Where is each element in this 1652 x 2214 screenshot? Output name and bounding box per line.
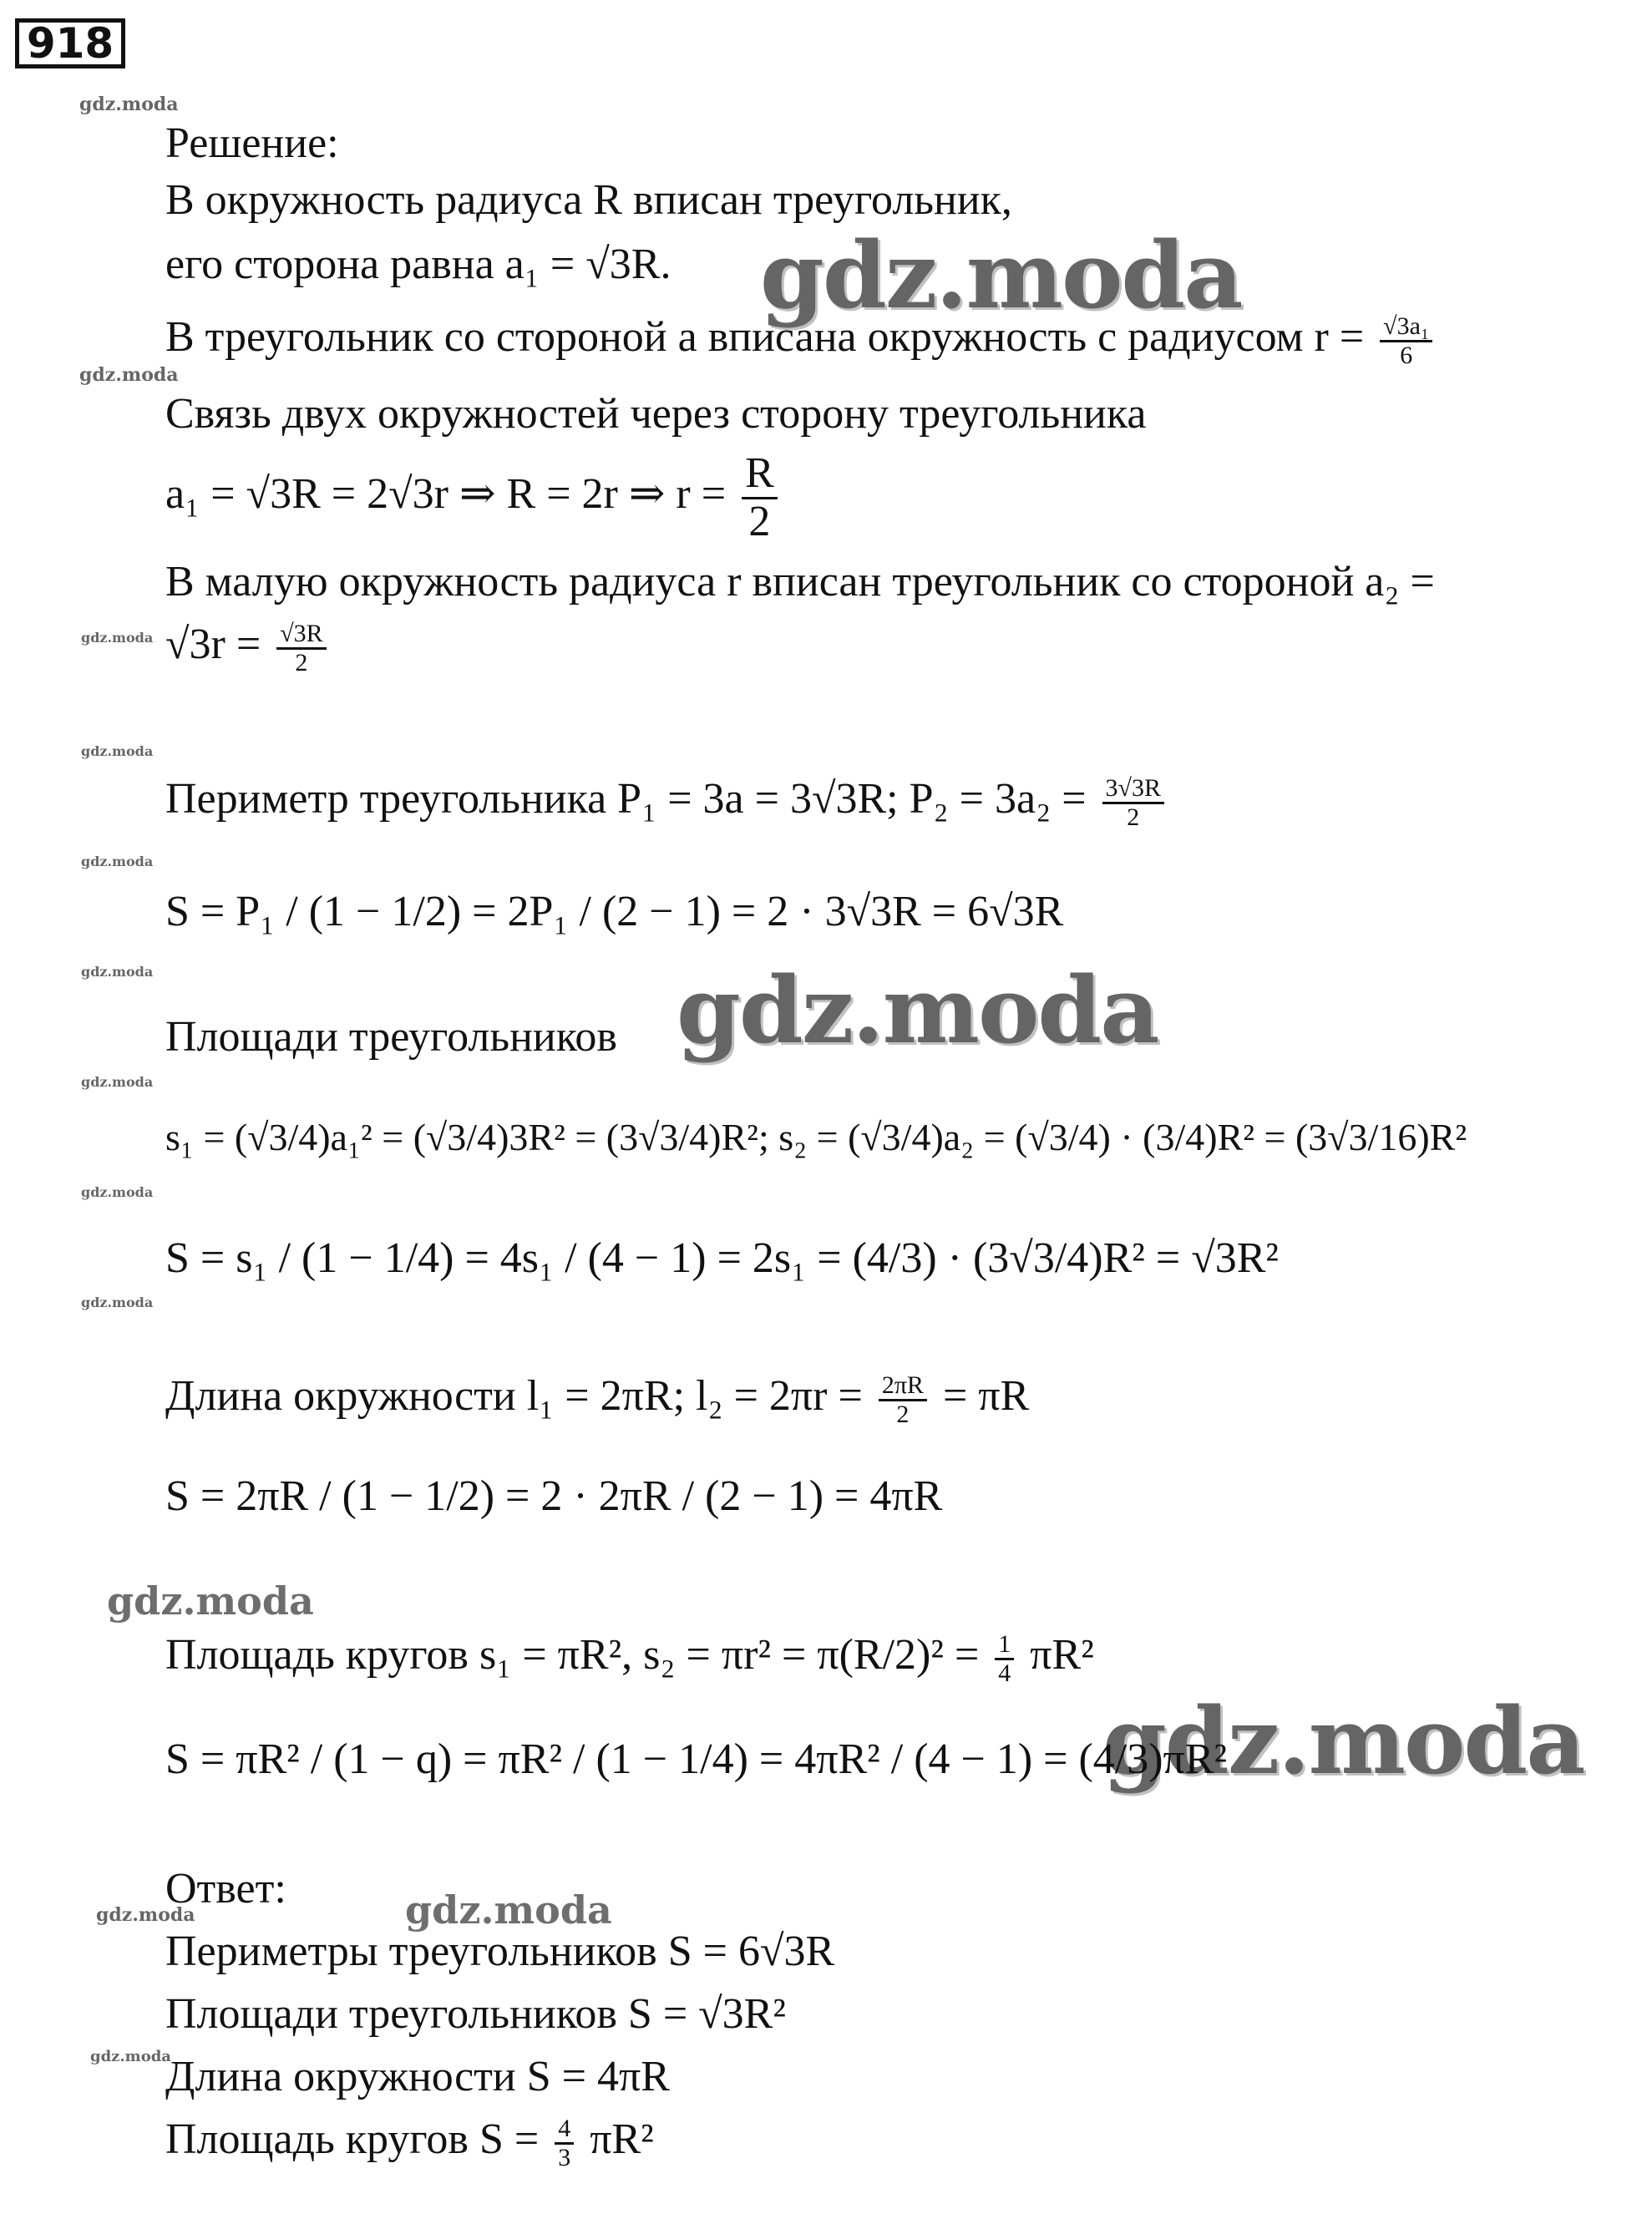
watermark-small: gdz.moda <box>81 854 154 869</box>
equation-text: a₁ = √3R = 2√3r ⇒ R = 2r ⇒ r = <box>165 470 727 519</box>
fraction <box>1102 775 1164 830</box>
solution-line <box>165 1370 1029 1427</box>
answer-line <box>165 2113 654 2171</box>
solution-line <box>165 1629 1094 1686</box>
fraction-denominator: 3 <box>558 2143 571 2171</box>
solution-line <box>165 773 1169 830</box>
solution-equation: S = 2πR / (1 − 1/2) = 2 · 2πR / (2 − 1) = 4πR <box>165 1472 943 1520</box>
solution-heading: Решение: <box>165 119 339 167</box>
line-text: В треугольник со стороной a вписана окружность с радиусом r = <box>165 313 1365 361</box>
equation-text: √3r = <box>165 621 261 668</box>
fraction-denominator: 2 <box>1127 803 1140 831</box>
solution-equation: S = s₁ / (1 − 1/4) = 4s₁ / (4 − 1) = 2s₁ = (4/3) · (3√3/4)R² = √3R² <box>165 1234 1280 1282</box>
solution-line: В малую окружность радиуса r вписан треугольник со стороной a₂ = <box>165 558 1435 605</box>
solution-equation: S = P₁ / (1 − 1/2) = 2P₁ / (2 − 1) = 2 · 3√3R = 6√3R <box>165 888 1064 935</box>
fraction-numerator: 3√3R <box>1102 775 1164 804</box>
solution-line: Площади треугольников <box>165 1013 617 1061</box>
line-tail: πR² <box>1030 1631 1094 1679</box>
fraction-numerator: √3R <box>276 621 326 650</box>
solution-equation: S = πR² / (1 − q) = πR² / (1 − 1/4) = 4πR² / (4 − 1) = (4/3)πR² <box>165 1735 1228 1783</box>
fraction-denominator: 6 <box>1400 341 1413 369</box>
solution-line: Связь двух окружностей через сторону треугольника <box>165 390 1147 438</box>
watermark-large: gdz.moda <box>1102 1687 1584 1795</box>
watermark-small: gdz.moda <box>81 1294 154 1310</box>
line-tail: = πR <box>942 1372 1030 1420</box>
fraction-denominator: 4 <box>998 1659 1011 1687</box>
solution-line: В окружность радиуса R вписан треугольник, <box>165 176 1012 224</box>
watermark-large: gdz.moda <box>677 956 1158 1064</box>
answer-line: Длина окружности S = 4πR <box>165 2053 670 2100</box>
fraction-numerator: 2πR <box>879 1372 927 1401</box>
watermark-small: gdz.moda <box>81 1074 154 1090</box>
answer-heading: Ответ: <box>165 1865 286 1913</box>
solution-equation <box>165 618 332 676</box>
task-number-badge: 918 <box>15 18 125 68</box>
solution-line: его сторона равна a₁ = √3R. <box>165 241 671 288</box>
fraction <box>1380 313 1432 368</box>
fraction-numerator: 1 <box>995 1631 1014 1660</box>
fraction-numerator: √3a₁ <box>1380 313 1432 342</box>
fraction <box>742 451 778 545</box>
fraction-numerator: R <box>742 451 778 499</box>
watermark-medium: gdz.moda <box>107 1578 314 1624</box>
line-text: Длина окружности l₁ = 2πR; l₂ = 2πr = <box>165 1372 863 1420</box>
solution-equation: s₁ = (√3/4)a₁² = (√3/4)3R² = (3√3/4)R²; s₂ = (√3/4)a₂ = (√3/4) · (3/4)R² = (3√3/16)R² <box>165 1116 1467 1158</box>
answer-line: Площади треугольников S = √3R² <box>165 1990 786 2038</box>
fraction-denominator: 2 <box>748 497 771 545</box>
watermark-small: gdz.moda <box>90 2048 171 2065</box>
fraction <box>879 1372 927 1427</box>
watermark-small: gdz.moda <box>96 1904 195 1926</box>
fraction <box>555 2115 574 2171</box>
line-tail: πR² <box>590 2115 654 2163</box>
watermark-small: gdz.moda <box>79 94 179 115</box>
watermark-small: gdz.moda <box>81 1184 154 1200</box>
fraction-denominator: 2 <box>896 1400 910 1428</box>
watermark-medium: gdz.moda <box>405 1887 612 1933</box>
line-text: Площадь кругов s₁ = πR², s₂ = πr² = π(R/2)² = <box>165 1631 980 1679</box>
fraction <box>276 621 326 676</box>
watermark-small: gdz.moda <box>79 364 179 386</box>
solution-line <box>165 311 1437 368</box>
watermark-small: gdz.moda <box>81 964 154 980</box>
answer-line: Периметры треугольников S = 6√3R <box>165 1928 835 1975</box>
watermark-large: gdz.moda <box>760 221 1242 329</box>
fraction-denominator: 2 <box>295 648 308 676</box>
solution-equation <box>165 451 783 545</box>
watermark-small: gdz.moda <box>81 630 154 646</box>
fraction-numerator: 4 <box>555 2115 574 2145</box>
watermark-small: gdz.moda <box>81 743 154 759</box>
fraction <box>995 1631 1014 1686</box>
line-text: Периметр треугольника P₁ = 3a = 3√3R; P₂ = 3a₂ = <box>165 775 1087 823</box>
line-text: Площадь кругов S = <box>165 2115 540 2163</box>
